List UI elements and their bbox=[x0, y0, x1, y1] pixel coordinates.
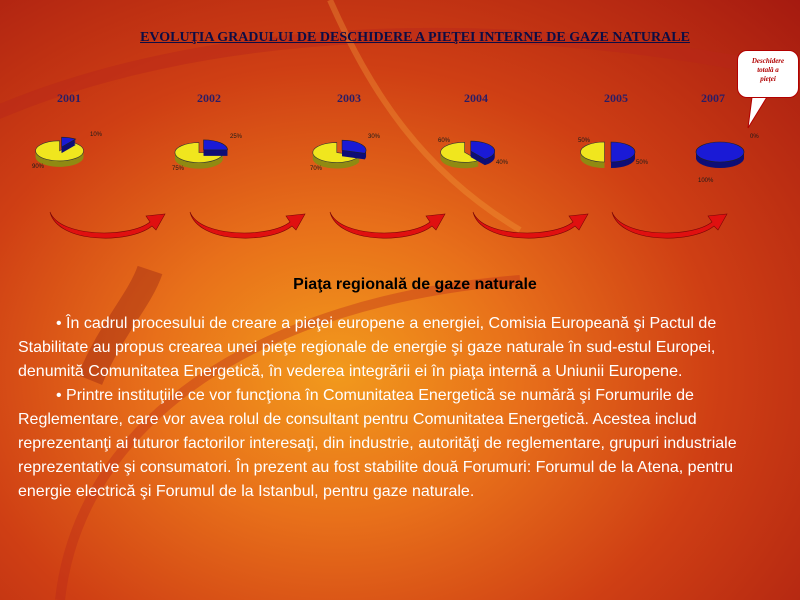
transition-arrow-2 bbox=[190, 212, 305, 238]
slide-title: EVOLUŢIA GRADULUI DE DESCHIDERE A PIEŢEI INTERNE DE GAZE NATURALE bbox=[140, 30, 690, 45]
pie-2007-closed-label: 100% bbox=[698, 178, 714, 184]
pie-2003-closed-label: 70% bbox=[310, 166, 323, 172]
transition-arrow-3 bbox=[330, 212, 445, 238]
pie-2002-open-label: 25% bbox=[230, 134, 243, 140]
year-label-2001: 2001 bbox=[57, 91, 81, 105]
pie-2007-open-label: 0% bbox=[750, 134, 759, 140]
pie-2007-open-slice bbox=[696, 142, 744, 162]
body-text bbox=[18, 312, 778, 504]
callout-line-1: Deschidere bbox=[751, 57, 785, 65]
year-label-2002: 2002 bbox=[197, 91, 221, 105]
callout-line-3: pieţei bbox=[760, 75, 776, 83]
pie-2005 bbox=[578, 138, 649, 168]
pie-2001-closed-slice bbox=[36, 141, 84, 161]
pie-2002-closed-label: 75% bbox=[172, 166, 185, 172]
pie-2007 bbox=[696, 134, 759, 184]
callout-pointer bbox=[748, 97, 767, 128]
pie-2004 bbox=[438, 138, 509, 168]
pie-2002 bbox=[172, 134, 243, 172]
paragraph-2: • Printre instituţiile ce vor funcţiona în Comunitatea Energetică se numără şi Forumurile de Reglementare, care vor avea rolul de consultant pentru Comunitatea Energetică. Acestea includ reprezentanţi ai tuturor factorilor interesaţi, din industrie, autorităţi de reglementare, grupuri industriale reprezentative şi consumatori. În prezent au fost stabilite două Forumuri: Forumul de la Atena, pentru energie electrică şi Forumul de la Istanbul, pentru gaze naturale. bbox=[18, 387, 737, 500]
year-label-2005: 2005 bbox=[604, 91, 628, 105]
pie-2005-open-label: 50% bbox=[636, 160, 649, 166]
pie-2001-open-label: 10% bbox=[90, 132, 103, 138]
paragraph-1: • În cadrul procesului de creare a pieţei europene a energiei, Comisia Europeană şi Pactul de Stabilitate au propus crearea unei pieţe regionale de energie şi gaze naturale în sud-estul Europei, denumită Comunitatea Energetică, în vederea integrării ei în piaţa internă a Uniunii Europene. bbox=[18, 315, 717, 380]
pie-2003-open-label: 30% bbox=[368, 134, 381, 140]
year-label-2003: 2003 bbox=[337, 91, 361, 105]
transition-arrow-1 bbox=[50, 212, 165, 238]
pie-2004-closed-label: 60% bbox=[438, 138, 451, 144]
transition-arrow-5 bbox=[612, 212, 727, 238]
pie-2004-open-label: 40% bbox=[496, 160, 509, 166]
pie-2003 bbox=[310, 134, 381, 172]
callout-total-opening bbox=[737, 50, 799, 98]
pie-2005-closed-label: 50% bbox=[578, 138, 591, 144]
year-label-2004: 2004 bbox=[464, 91, 488, 105]
pie-2002-open-slice bbox=[204, 140, 228, 150]
pie-2001-closed-label: 90% bbox=[32, 164, 45, 170]
year-label-2007: 2007 bbox=[701, 91, 725, 105]
transition-arrow-4 bbox=[473, 212, 588, 238]
callout-line-2: totală a bbox=[757, 66, 779, 74]
pie-2001 bbox=[32, 132, 103, 170]
section-heading: Piaţa regională de gaze naturale bbox=[293, 276, 537, 293]
